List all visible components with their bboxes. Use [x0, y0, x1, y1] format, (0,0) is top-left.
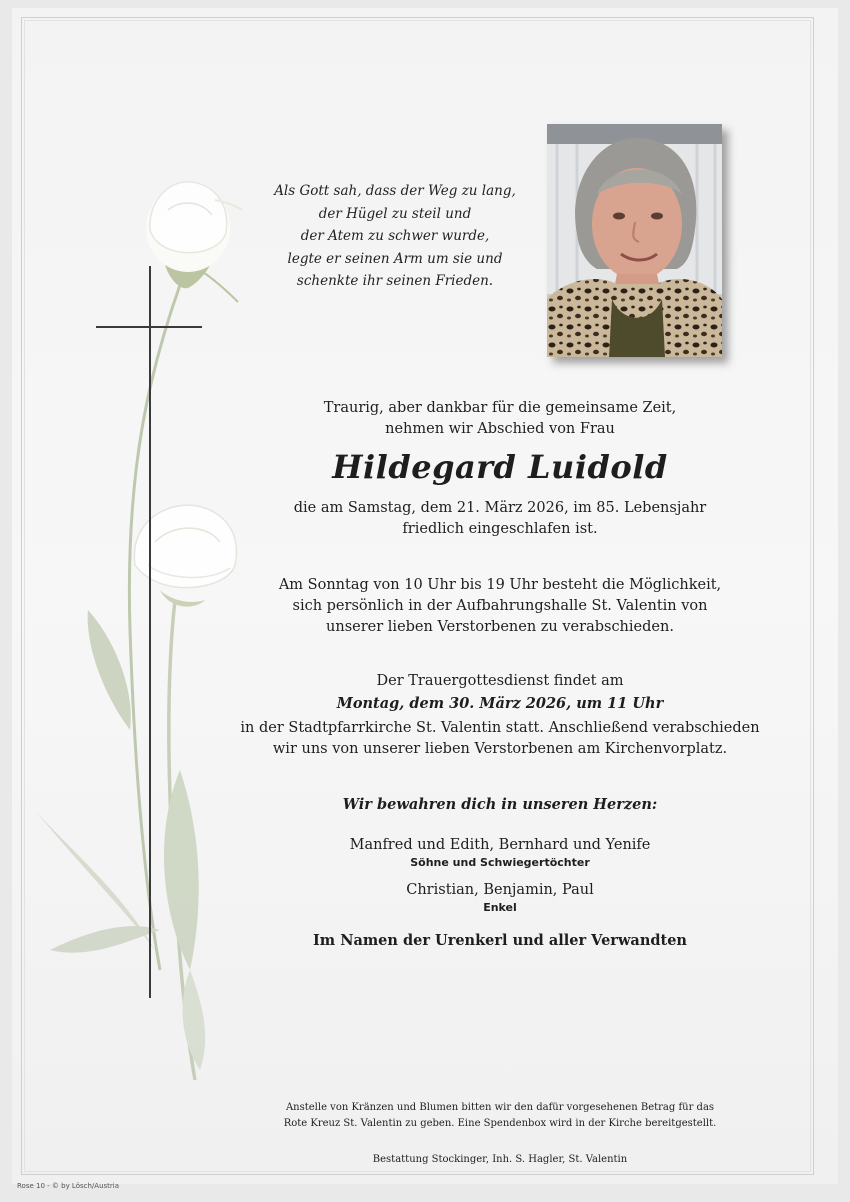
undertaker: Bestattung Stockinger, Inh. S. Hagler, St. Valentin: [372, 1154, 628, 1165]
mourner-role: Söhne und Schwiegertöchter: [410, 856, 590, 869]
deceased-name: Hildegard Luidold: [332, 448, 668, 486]
intro-text: [200, 398, 800, 440]
design-credit: Rose 10 - © by Lösch/Austria: [17, 1182, 120, 1190]
service-intro: Der Trauergottesdienst findet am: [376, 673, 624, 689]
donation-line: Anstelle von Kränzen und Blumen bitten wir den dafür vorgesehenen Betrag für das: [285, 1102, 715, 1113]
viewing-line: sich persönlich in der Aufbahrungshalle St. Valentin von: [292, 598, 708, 614]
service-place: [200, 718, 800, 760]
death-line: die am Samstag, dem 21. März 2026, im 85. Lebensjahr: [293, 500, 707, 516]
intro-line: Traurig, aber dankbar für die gemeinsame Zeit,: [323, 400, 677, 416]
mourner-role: Enkel: [483, 901, 517, 914]
viewing-line: Am Sonntag von 10 Uhr bis 19 Uhr besteht die Möglichkeit,: [278, 577, 722, 593]
death-notice: [200, 498, 800, 540]
mourner-names: Christian, Benjamin, Paul: [406, 882, 594, 898]
motto: Wir bewahren dich in unseren Herzen:: [342, 796, 658, 813]
viewing-line: unserer lieben Verstorbenen zu verabschieden.: [326, 619, 674, 635]
donation-note: [200, 1100, 800, 1132]
poem-line: schenkte ihr seinen Frieden.: [296, 273, 494, 289]
portrait-photo: [547, 124, 722, 357]
poem-line: Als Gott sah, dass der Weg zu lang,: [274, 183, 516, 199]
service-date: Montag, dem 30. März 2026, um 11 Uhr: [336, 695, 664, 712]
viewing-notice: [200, 575, 800, 638]
cross-horizontal: [96, 326, 202, 328]
closing-line: Im Namen der Urenkerl und aller Verwandten: [313, 932, 687, 949]
poem: [260, 180, 530, 293]
intro-line: nehmen wir Abschied von Frau: [385, 421, 615, 437]
service-place-line: wir uns von unserer lieben Verstorbenen am Kirchenvorplatz.: [272, 741, 728, 757]
cross-vertical: [149, 266, 151, 998]
poem-line: der Atem zu schwer wurde,: [300, 228, 490, 244]
donation-line: Rote Kreuz St. Valentin zu geben. Eine Spendenbox wird in der Kirche bereitgestellt.: [283, 1118, 717, 1129]
poem-line: der Hügel zu steil und: [318, 205, 472, 222]
poem-line: legte er seinen Arm um sie und: [287, 250, 503, 267]
service-place-line: in der Stadtpfarrkirche St. Valentin statt. Anschließend verabschieden: [240, 720, 760, 736]
death-line: friedlich eingeschlafen ist.: [402, 521, 598, 537]
mourner-names: Manfred und Edith, Bernhard und Yenife: [349, 837, 651, 853]
